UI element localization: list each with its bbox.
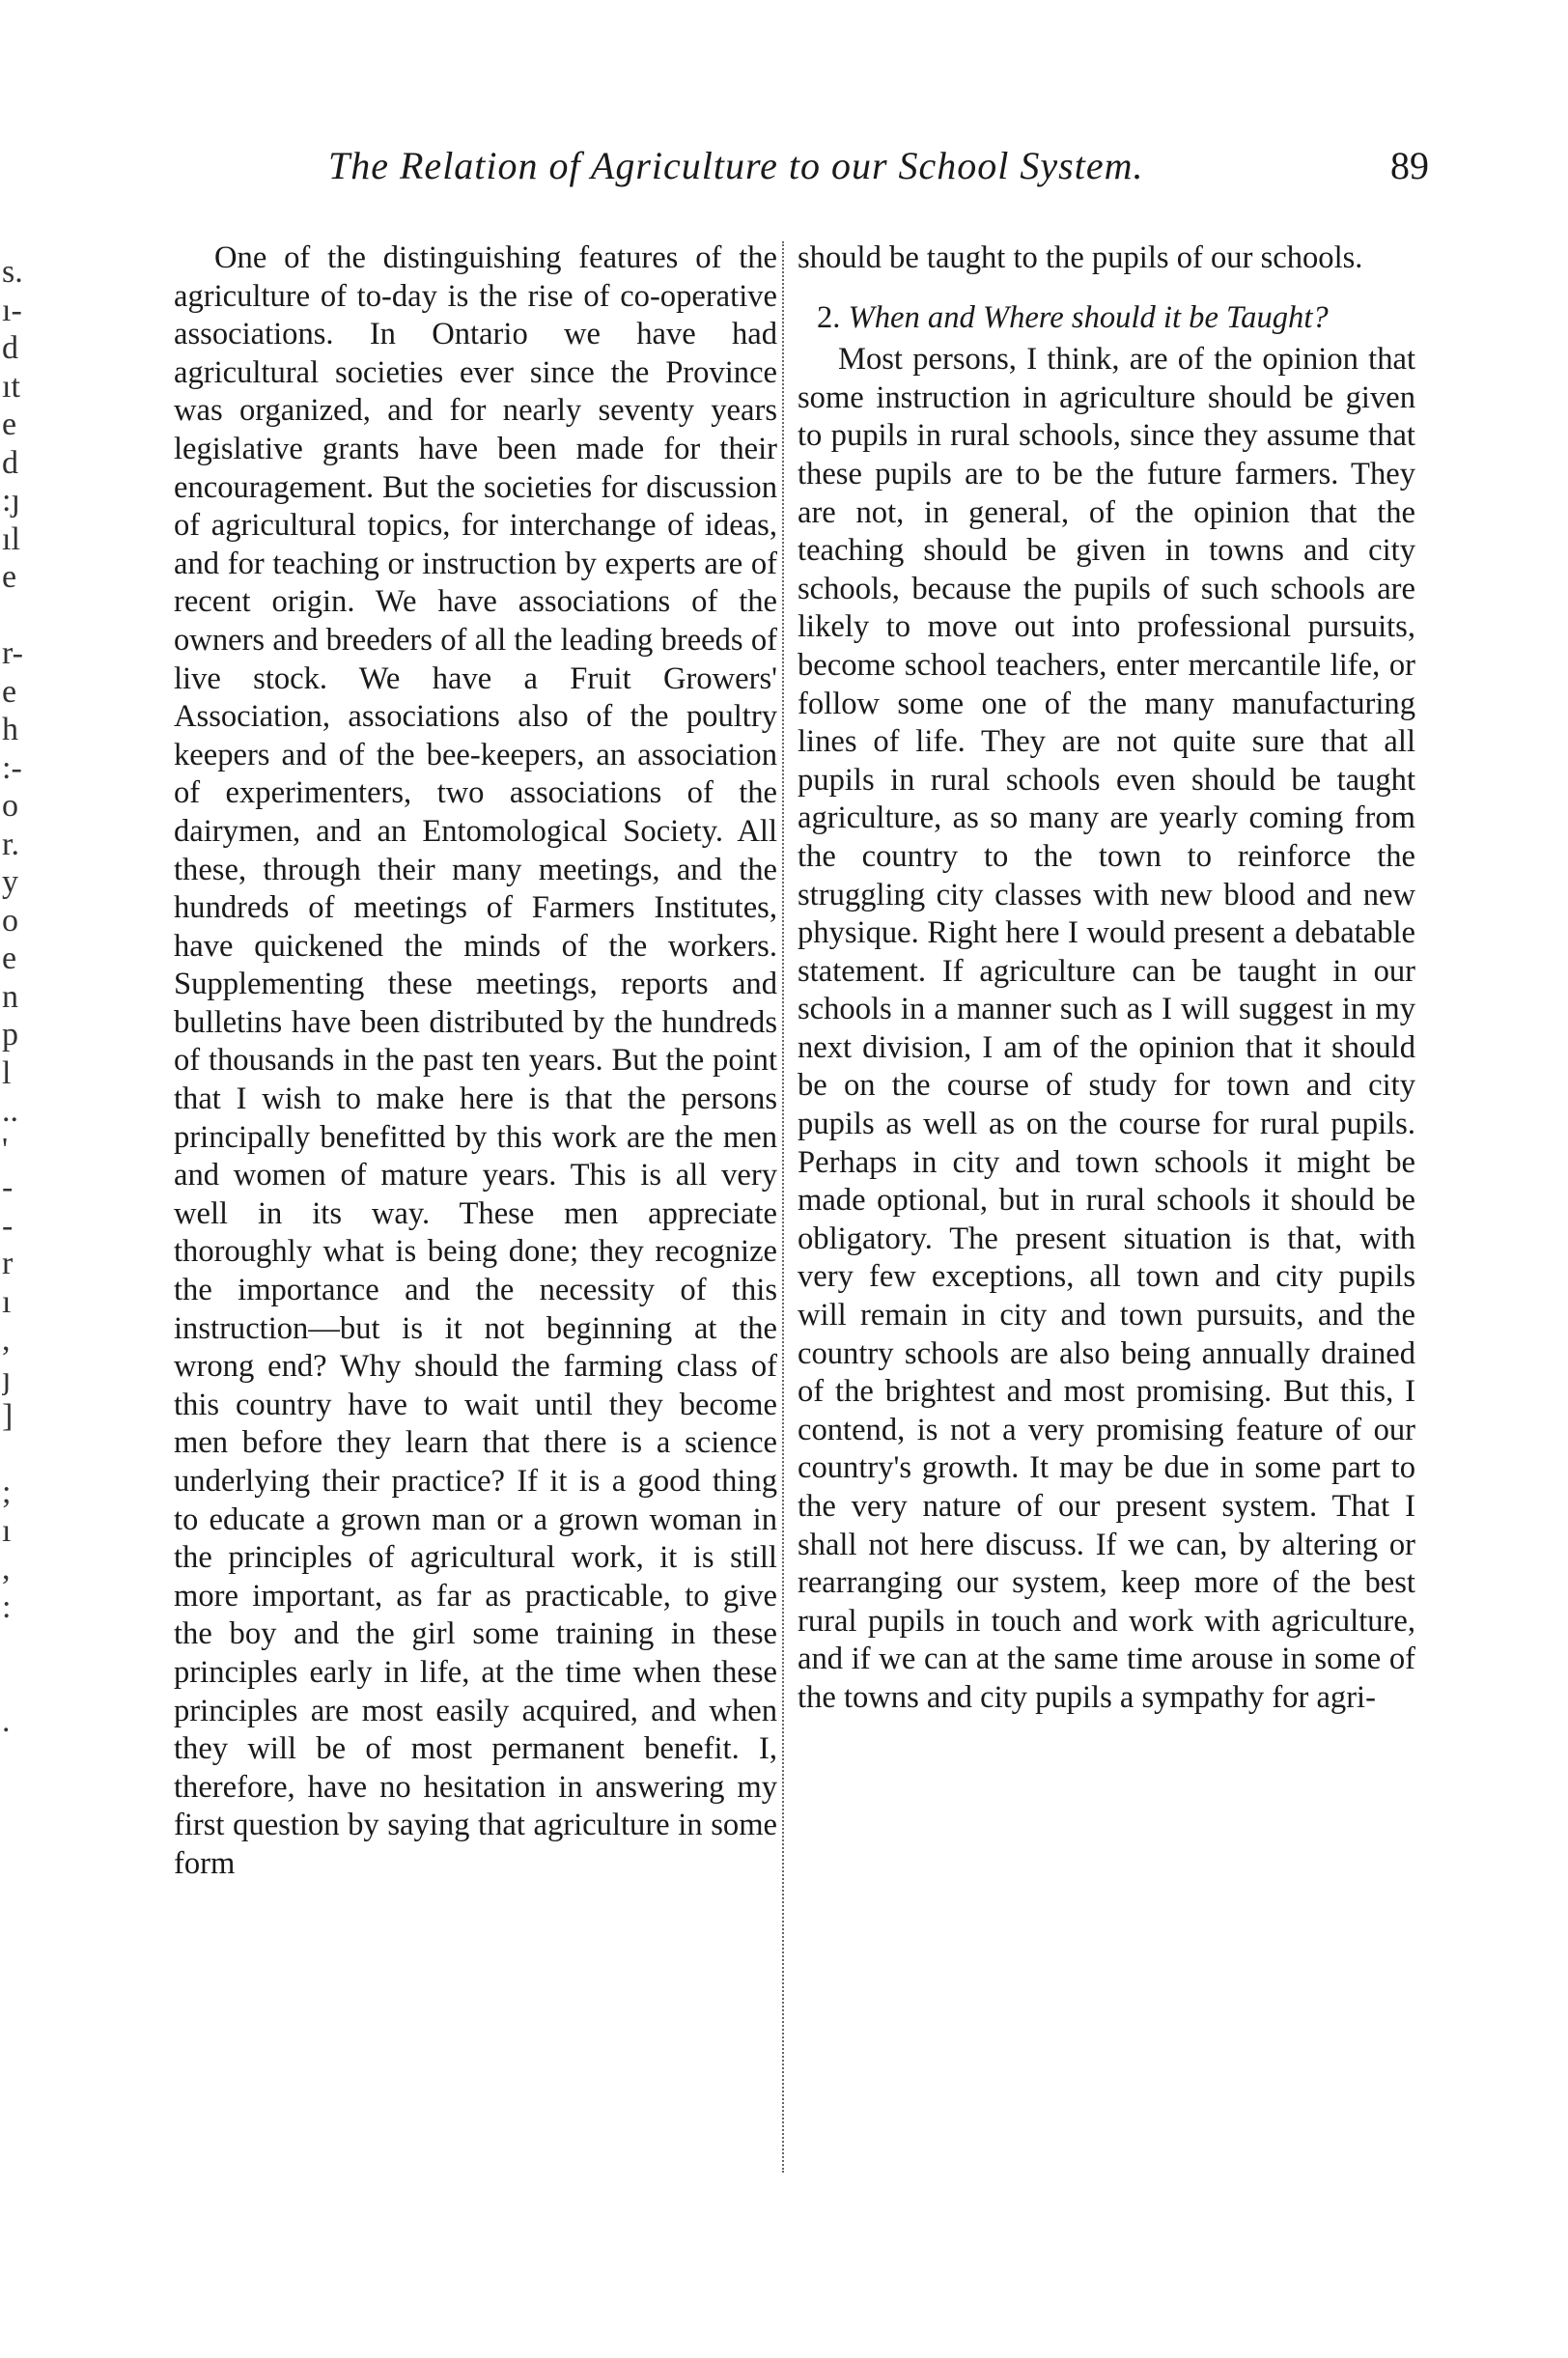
margin-fragment: ı-	[2, 292, 22, 328]
margin-fragment: :ȷ	[2, 483, 20, 519]
left-column	[174, 239, 777, 1884]
margin-fragment: d	[2, 444, 18, 481]
running-title: The Relation of Agriculture to our School System.	[328, 144, 1144, 187]
column-divider	[782, 241, 784, 2173]
margin-fragment: e	[2, 673, 17, 710]
section-title: When and Where should it be Taught?	[848, 299, 1329, 335]
margin-fragment: ıt	[2, 368, 20, 405]
margin-fragment: d	[2, 330, 18, 366]
right-column-paragraph: Most persons, I think, are of the opinion that some instruction in agriculture should be given to pupils in rural schools, since they assume that these pupils are to be the future farmers. They are not, in general, of the opinion that the teaching should be given in towns and city schools, because the pupils of such schools are likely to move out into professional pursuits, become school teachers, enter mercantile life, or follow some one of the many manufacturing lines of life. They are not quite sure that all pupils in rural schools even should be taught agriculture, as so many are yearly coming from the country to the town to reinforce the struggling city classes with new blood and new physique. Right here I would present a debatable statement. If agriculture can be taught in our schools in a manner such as I will suggest in my next division, I am of the opinion that it should be on the course of study for town and city pupils as well as on the course for rural pupils. Perhaps in city and town schools it might be made optional, but in rural schools it should be obligatory. The present situation is that, with very few exceptions, all town and city pupils will remain in city and town pursuits, and the country schools are also being annually drained of the brightest and most promising. But this, I contend, is not a very promising feature of our country's growth. It may be due in some part to the very nature of our present system. That I shall not here discuss. If we can, by altering or rearranging our system, keep more of the best rural pupils in touch and work with agriculture, and if we can at the same time arouse in some of the towns and city pupils a sympathy for agri-	[798, 342, 1415, 1715]
margin-fragment: -	[2, 1207, 14, 1244]
margin-fragment: e	[2, 559, 17, 595]
margin-fragment: h	[2, 712, 18, 747]
margin-fragment: ȷ	[2, 1360, 12, 1396]
margin-fragment: y	[2, 864, 18, 900]
margin-fragment: ıl	[2, 520, 20, 557]
margin-fragment: r-	[2, 635, 23, 671]
margin-fragment: '	[2, 1131, 9, 1167]
margin-fragment: e	[2, 407, 17, 442]
margin-fragment: :-	[2, 749, 22, 786]
left-column-paragraph: One of the distinguishing features of the agriculture of to-day is the rise of co-operative associations. In Ontario we have had agricultural societies ever since the Province was organized, and for nearly seventy years legislative grants have been made for their encouragement. But the societies for discussion of agricultural topics, for interchange of ideas, and for teaching or instruction by experts are of recent origin. We have associations of the owners and breeders of all the leading breeds of live stock. We have a Fruit Growers' Association, associations also of the poultry keepers and of the bee-keepers, an association of experimenters, two associations of the dairymen, and an Entomological Society. All these, through their many meetings, and the hundreds of meetings of Farmers Institutes, have quickened the minds of the workers. Supplementing these meetings, reports and bulletins have been distributed by the hundreds of thousands in the past ten years. But the point that I wish to make here is that the persons principally benefitted by this work are the men and women of mature years. This is all very well in its way. These men appreciate thoroughly what is being done; they recognize the importance and the necessity of this instruction—but is it not beginning at the wrong end? Why should the farming class of this country have to wait until they become men before they learn that there is a science underlying their practice? If it is a good thing to educate a grown man or a grown woman in the principles of agricultural work, it is still more important, as far as practicable, to give the boy and the girl some training in these principles early in life, at the time when these principles are most easily acquired, and when they will be of most permanent benefit. I, therefore, have no hesitation in answering my first question by saying that agriculture in some form	[174, 240, 777, 1881]
margin-fragment: -	[2, 1169, 14, 1205]
margin-fragment: o	[2, 788, 18, 824]
margin-fragment: ..	[2, 1093, 18, 1129]
margin-fragment: ;	[2, 1474, 12, 1510]
left-margin-fragments	[2, 253, 31, 1741]
margin-fragment: o	[2, 902, 18, 939]
margin-fragment	[2, 1626, 31, 1665]
margin-fragment: ı	[2, 1512, 12, 1549]
right-column	[798, 239, 1415, 1718]
margin-fragment	[2, 1665, 31, 1703]
page-number: 89	[1390, 144, 1429, 187]
margin-fragment: ,	[2, 1322, 11, 1358]
margin-fragment: n	[2, 978, 18, 1015]
margin-fragment: .	[2, 1703, 11, 1739]
margin-fragment: l	[2, 1054, 12, 1091]
margin-fragment: ı	[2, 1283, 12, 1320]
section-number: 2.	[817, 299, 841, 335]
margin-fragment: r	[2, 1246, 14, 1281]
margin-fragment: e	[2, 940, 17, 976]
page-header	[290, 143, 1429, 201]
margin-fragment: ]	[2, 1398, 14, 1434]
margin-fragment: r.	[2, 826, 19, 862]
margin-fragment: ,	[2, 1551, 11, 1586]
right-column-continuation: should be taught to the pupils of our schools.	[798, 240, 1363, 275]
margin-fragment: :	[2, 1588, 12, 1625]
margin-fragment: p	[2, 1017, 18, 1053]
margin-fragment: s.	[2, 254, 23, 290]
section-heading	[798, 299, 1415, 338]
margin-fragment	[2, 597, 31, 635]
margin-fragment	[2, 1436, 31, 1474]
